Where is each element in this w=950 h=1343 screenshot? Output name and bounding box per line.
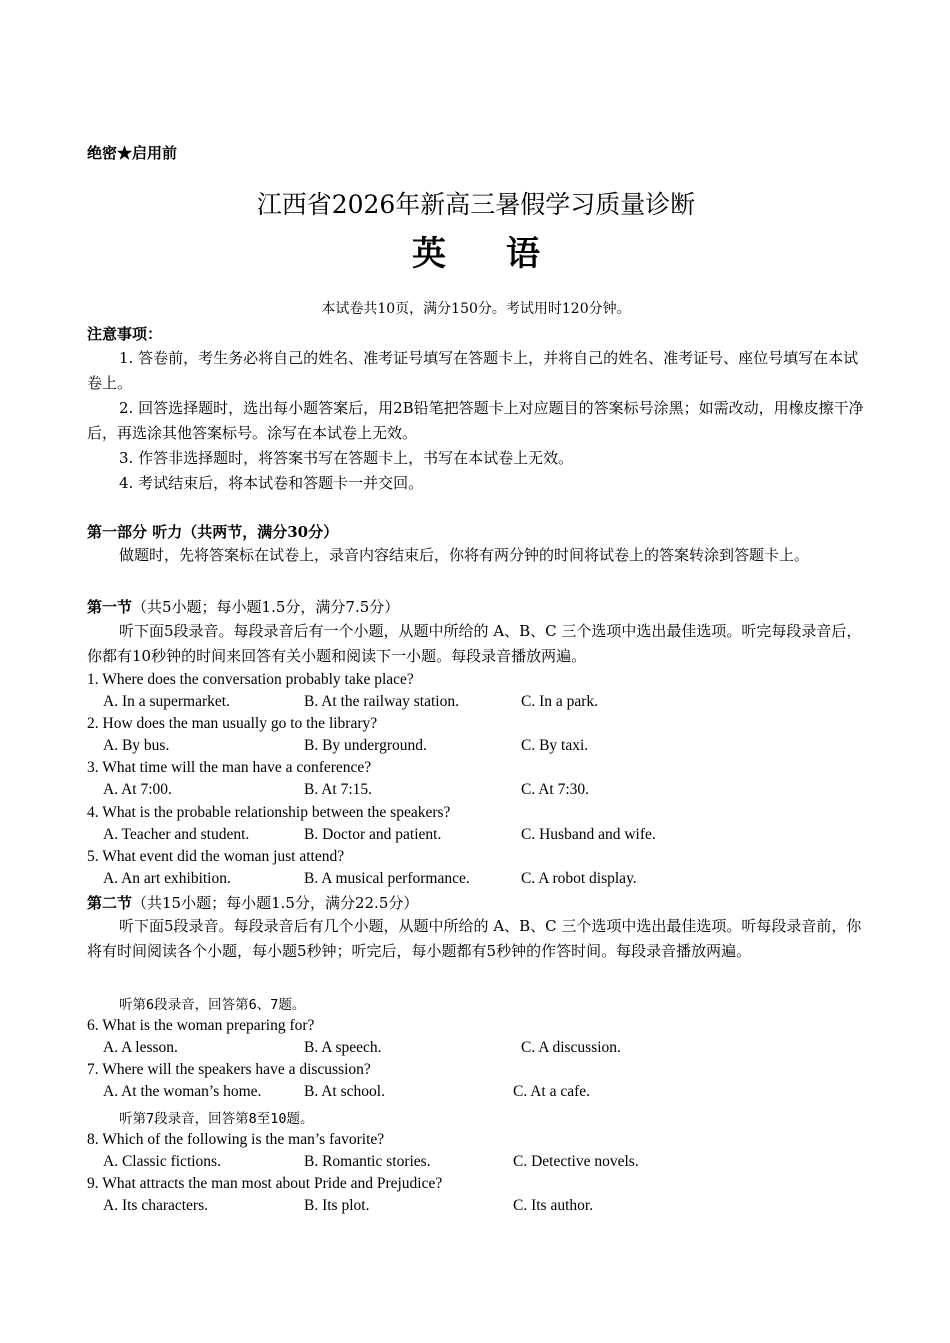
exam-info: 本试卷共10页，满分150分。考试用时120分钟。 (321, 301, 631, 317)
part1-intro: 做题时，先将答案标在试卷上，录音内容结束后，你将有两分钟的时间将试卷上的答案转涂到答题卡上。 (119, 546, 810, 564)
option-b: B. Doctor and patient. (304, 826, 442, 843)
option-b: B. A musical performance. (304, 870, 470, 887)
option-b: B. At the railway station. (304, 693, 459, 710)
option-c: C. At 7:30. (521, 781, 590, 798)
section1-heading (87, 596, 399, 617)
option-a: A. Classic fictions. (103, 1153, 221, 1170)
option-b: B. By underground. (304, 737, 427, 754)
option-c: C. By taxi. (521, 737, 589, 754)
option-a: A. By bus. (103, 737, 170, 754)
option-b: B. At 7:15. (304, 781, 373, 798)
option-a: A. In a supermarket. (103, 693, 230, 710)
option-b: B. Romantic stories. (304, 1153, 431, 1170)
section2-heading-detail: （共15小题；每小题1.5分，满分22.5分） (132, 894, 419, 912)
section1-intro: 听下面5段录音。每段录音后有一个小题，从题中所给的 A、B、C 三个选项中选出最佳选项。听完每段录音后，你都有10秒钟的时间来回答有关小题和阅读下一小题。每段录音播放两遍。 (87, 622, 862, 665)
option-c: C. In a park. (521, 693, 599, 710)
listen-note-7: 听第7段录音，回答第8至10题。 (119, 1111, 314, 1127)
notice-item-1: 1. 答卷前，考生务必将自己的姓名、准考证号填写在答题卡上，并将自己的姓名、准考证号、座位号填写在本试卷上。 (87, 349, 859, 392)
question-1: 1. Where does the conversation probably take place? (87, 671, 414, 688)
option-b: B. A speech. (304, 1039, 382, 1056)
option-c: C. Its author. (513, 1197, 594, 1214)
option-c: C. Husband and wife. (521, 826, 656, 843)
question-3: 3. What time will the man have a conference? (87, 759, 372, 776)
question-4: 4. What is the probable relationship between the speakers? (87, 804, 451, 821)
part1-heading: 第一部分 听力（共两节，满分30分） (87, 523, 339, 541)
listen-note-6: 听第6段录音，回答第6、7题。 (119, 997, 306, 1013)
notice-item-3: 3. 作答非选择题时，将答案书写在答题卡上，书写在本试卷上无效。 (119, 449, 574, 467)
exam-title: 江西省2026年新高三暑假学习质量诊断 (256, 190, 696, 219)
confidential-mark: 绝密★启用前 (87, 144, 178, 162)
question-5: 5. What event did the woman just attend? (87, 848, 345, 865)
option-a: A. At the woman’s home. (103, 1083, 262, 1100)
notice-item-2: 2. 回答选择题时，选出每小题答案后，用2B铅笔把答题卡上对应题目的答案标号涂黑；如需改动，用橡皮擦干净后，再选涂其他答案标号。涂写在本试卷上无效。 (87, 399, 864, 442)
question-6: 6. What is the woman preparing for? (87, 1017, 315, 1034)
option-c: C. Detective novels. (513, 1153, 639, 1170)
option-c: C. A robot display. (521, 870, 637, 887)
question-8: 8. Which of the following is the man’s favorite? (87, 1131, 385, 1148)
option-b: B. Its plot. (304, 1197, 370, 1214)
question-7: 7. Where will the speakers have a discussion? (87, 1061, 371, 1078)
section2-intro: 听下面5段录音。每段录音后有几个小题，从题中所给的 A、B、C 三个选项中选出最佳选项。听每段录音前，你将有时间阅读各个小题，每小题5秒钟；听完后，每小题都有5秒钟的作答时间。每段录音播放两遍。 (87, 917, 862, 960)
notice-heading: 注意事项： (87, 325, 163, 343)
option-a: A. Its characters. (103, 1197, 209, 1214)
subject-title: 英语 (412, 234, 600, 274)
notice-item-4: 4. 考试结束后，将本试卷和答题卡一并交回。 (119, 474, 424, 492)
option-a: A. At 7:00. (103, 781, 172, 798)
question-2: 2. How does the man usually go to the library? (87, 715, 378, 732)
option-c: C. At a cafe. (513, 1083, 591, 1100)
section2-heading-label: 第二节 (87, 894, 133, 912)
option-a: A. A lesson. (103, 1039, 178, 1056)
option-b: B. At school. (304, 1083, 385, 1100)
section1-heading-detail: （共5小题；每小题1.5分，满分7.5分） (132, 598, 400, 616)
option-c: C. A discussion. (521, 1039, 621, 1056)
option-a: A. Teacher and student. (103, 826, 250, 843)
section1-heading-label: 第一节 (87, 598, 133, 616)
question-9: 9. What attracts the man most about Pride and Prejudice? (87, 1175, 443, 1192)
option-a: A. An art exhibition. (103, 870, 231, 887)
section2-heading (87, 892, 418, 913)
